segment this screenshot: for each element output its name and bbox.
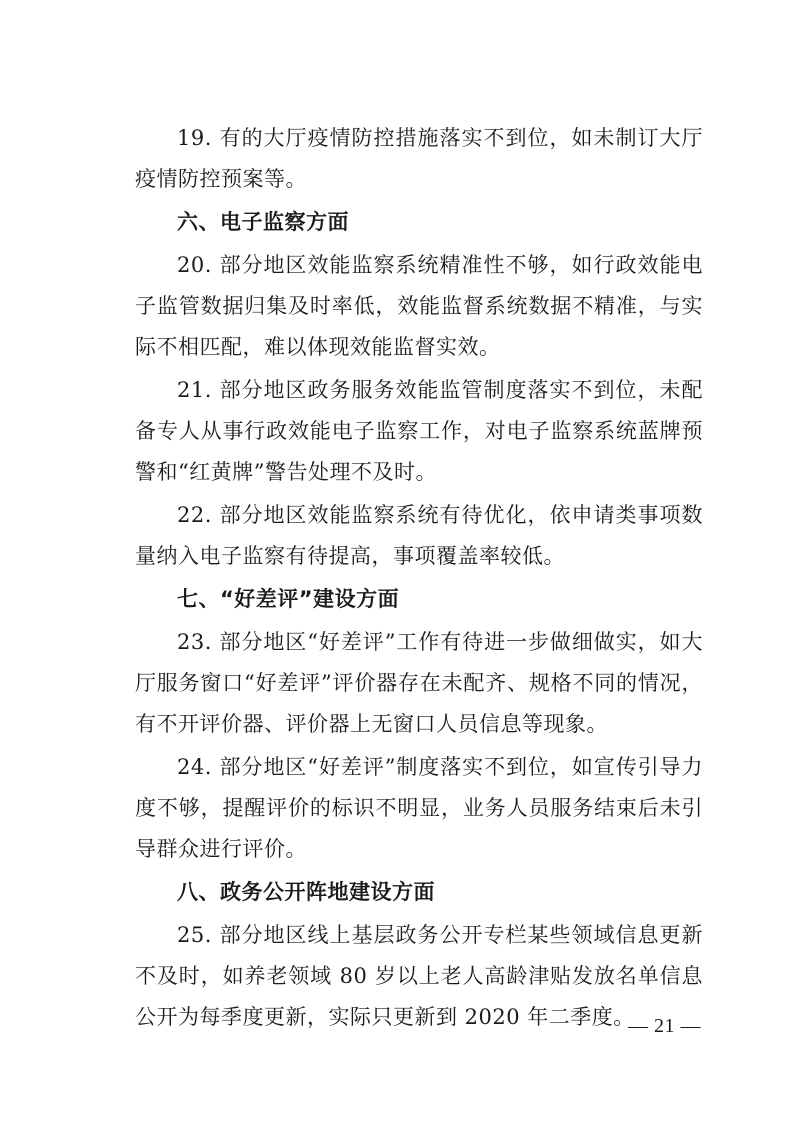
item-19-paragraph: 19. 有的大厅疫情防控措施落实不到位，如未制订大厅疫情防控预案等。 — [135, 126, 703, 191]
item-24-paragraph: 24. 部分地区“好差评”制度落实不到位，如宣传引导力度不够，提醒评价的标识不明显，业务人员服务结束后未引导群众进行评价。 — [135, 755, 703, 861]
section-heading-government-disclosure: 八、政务公开阵地建设方面 — [177, 880, 435, 904]
item-21-paragraph: 21. 部分地区政务服务效能监管制度落实不到位，未配备专人从事行政效能电子监察工作，对电子监察系统蓝牌预警和“红黄牌”警告处理不及时。 — [135, 378, 703, 484]
item-22-paragraph: 22. 部分地区效能监察系统有待优化，依申请类事项数量纳入电子监察有待提高，事项覆盖率较低。 — [135, 503, 703, 568]
item-25-paragraph: 25. 部分地区线上基层政务公开专栏某些领域信息更新不及时，如养老领域 80 岁以上老人高龄津贴发放名单信息公开为每季度更新，实际只更新到 2020 年二季度。 — [135, 923, 703, 1029]
section-heading-electronic-supervision: 六、电子监察方面 — [177, 210, 349, 234]
section-heading-good-bad-review: 七、“好差评”建设方面 — [177, 587, 400, 611]
item-23-paragraph: 23. 部分地区“好差评”工作有待进一步做细做实，如大厅服务窗口“好差评”评价器存在未配齐、规格不同的情况，有不开评价器、评价器上无窗口人员信息等现象。 — [135, 630, 703, 736]
page-number: — 21 — — [628, 1015, 701, 1037]
document-body — [135, 118, 703, 1040]
item-20-paragraph: 20. 部分地区效能监察系统精准性不够，如行政效能电子监管数据归集及时率低，效能监督系统数据不精准，与实际不相匹配，难以体现效能监督实效。 — [135, 253, 703, 359]
